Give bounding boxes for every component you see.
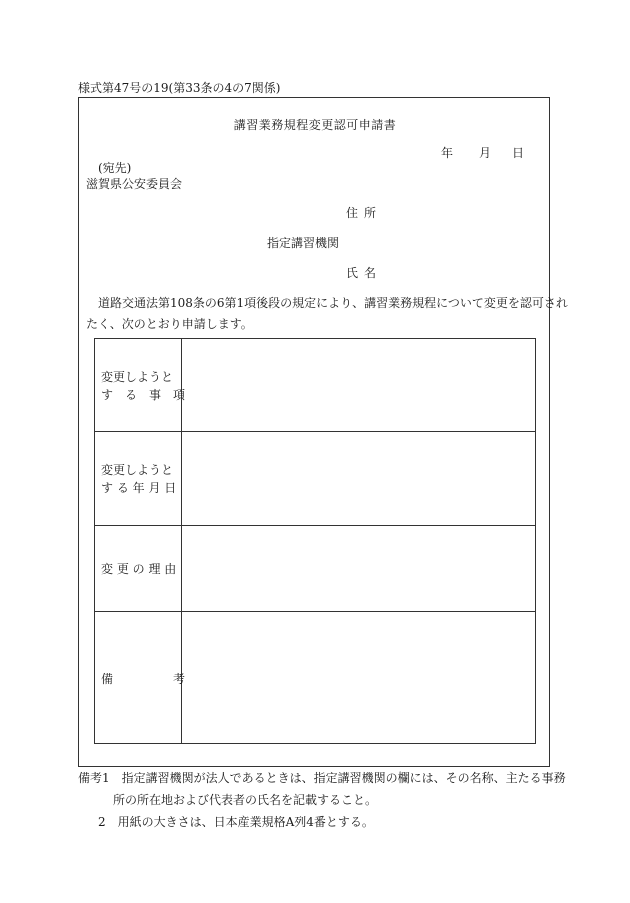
change-date-field[interactable] xyxy=(182,432,535,525)
change-reason-field[interactable] xyxy=(182,526,535,611)
applicant-name-label: 氏名 xyxy=(346,266,383,280)
body-text-line1: 道路交通法第108条の6第1項後段の規定により、講習業務規程について変更を認可され xyxy=(98,296,568,310)
date-month-label: 月 xyxy=(479,146,492,160)
form-title: 講習業務規程変更認可申請書 xyxy=(233,118,397,132)
row-label-change-reason: 変 更 の 理 由 xyxy=(101,562,177,576)
date-year-label: 年 xyxy=(441,146,454,160)
application-table xyxy=(94,338,536,744)
row-label-change-date: 変更しようと す る 年 月 日 xyxy=(101,463,177,495)
addressee-name: 滋賀県公安委員会 xyxy=(86,177,183,191)
note-1-line1: 備考1 指定講習機関が法人であるときは、指定講習機関の欄には、その名称、主たる事務 xyxy=(78,771,566,785)
form-number: 様式第47号の19(第33条の4の7関係) xyxy=(78,81,281,95)
note-1-line2: 所の所在地および代表者の氏名を記載すること。 xyxy=(113,793,378,807)
remarks-field[interactable] xyxy=(182,612,535,743)
applicant-org-label: 指定講習機関 xyxy=(267,236,340,250)
row-label-change-items: 変更しようと す る 事 項 xyxy=(101,370,186,402)
addressee-prefix: (宛先) xyxy=(98,161,132,175)
row-label-remarks: 備 考 xyxy=(101,672,186,686)
body-text-line2: たく、次のとおり申請します。 xyxy=(86,317,253,331)
applicant-address-label: 住所 xyxy=(346,206,383,220)
note-2: 2 用紙の大きさは、日本産業規格A列4番とする。 xyxy=(98,815,374,829)
date-day-label: 日 xyxy=(512,146,525,160)
change-items-field[interactable] xyxy=(182,339,535,431)
